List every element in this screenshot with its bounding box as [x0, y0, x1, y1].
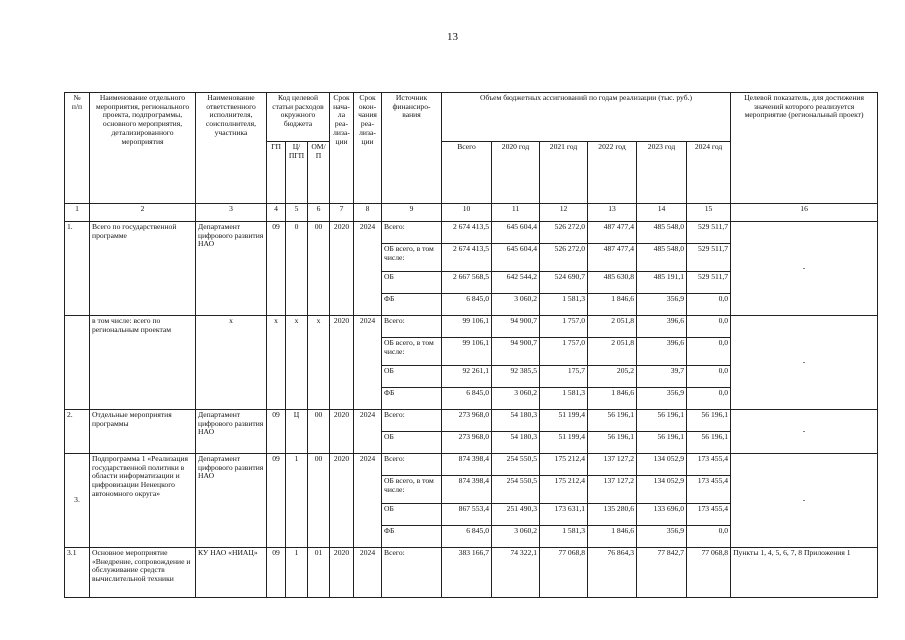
amount-total: 273 968,0 [442, 410, 492, 432]
amount-y2022: 485 630,8 [588, 272, 637, 294]
amount-y2020: 94 900,7 [492, 338, 540, 366]
amount-y2020: 54 180,3 [492, 432, 540, 454]
funding-source: Всего: [382, 410, 442, 432]
code-cpgp: 0 [286, 222, 308, 316]
amount-y2022: 76 864,3 [588, 548, 637, 598]
funding-source: ОБ [382, 366, 442, 388]
code-om: х [308, 316, 330, 410]
header-code-om: ОМ/ П [308, 142, 330, 204]
code-om: 00 [308, 410, 330, 454]
funding-source: ОБ всего, в том числе: [382, 476, 442, 504]
header-source: Источник финансиро- вания [382, 93, 442, 204]
amount-y2022: 2 051,8 [588, 316, 637, 338]
funding-source: ОБ всего, в том числе: [382, 244, 442, 272]
amount-y2020: 645 604,4 [492, 222, 540, 244]
code-cpgp: Ц [286, 410, 308, 454]
row-executor: х [196, 316, 267, 410]
amount-y2021: 1 757,0 [540, 316, 588, 338]
amount-y2021: 175,7 [540, 366, 588, 388]
amount-y2024: 0,0 [687, 526, 731, 548]
header-end: Срок окон- чания реа- лиза- ции [354, 93, 382, 204]
amount-y2022: 137 127,2 [588, 476, 637, 504]
column-number: 14 [637, 204, 687, 222]
amount-y2022: 135 280,6 [588, 504, 637, 526]
amount-y2021: 1 581,3 [540, 388, 588, 410]
column-number: 9 [382, 204, 442, 222]
row-number: 3. [65, 454, 90, 548]
funding-source: Всего: [382, 454, 442, 476]
amount-y2024: 77 068,8 [687, 548, 731, 598]
column-number: 7 [330, 204, 354, 222]
column-number: 13 [588, 204, 637, 222]
code-gp: 09 [267, 548, 286, 598]
amount-y2021: 526 272,0 [540, 244, 588, 272]
row-number: 3.1 [65, 548, 90, 598]
amount-y2022: 1 846,6 [588, 294, 637, 316]
target-indicator: - [731, 316, 878, 410]
amount-y2020: 254 550,5 [492, 476, 540, 504]
amount-total: 6 845,0 [442, 294, 492, 316]
amount-y2024: 529 511,7 [687, 222, 731, 244]
column-number: 11 [492, 204, 540, 222]
amount-y2020: 3 060,2 [492, 294, 540, 316]
end-year: 2024 [354, 222, 382, 316]
column-number: 2 [90, 204, 196, 222]
amount-y2023: 485 191,1 [637, 272, 687, 294]
amount-y2024: 56 196,1 [687, 410, 731, 432]
amount-y2023: 77 842,7 [637, 548, 687, 598]
amount-y2021: 175 212,4 [540, 454, 588, 476]
code-cpgp: х [286, 316, 308, 410]
amount-total: 99 106,1 [442, 338, 492, 366]
header-no: № п/п [65, 93, 90, 204]
amount-y2024: 0,0 [687, 294, 731, 316]
header-y2023: 2023 год [637, 142, 687, 204]
code-om: 01 [308, 548, 330, 598]
column-number: 16 [731, 204, 878, 222]
row-name: в том числе: всего по региональным проектам [90, 316, 196, 410]
target-indicator: - [731, 222, 878, 316]
row-executor: КУ НАО «НИАЦ» [196, 548, 267, 598]
amount-y2023: 396,6 [637, 316, 687, 338]
budget-table [64, 92, 878, 598]
amount-y2020: 94 900,7 [492, 316, 540, 338]
amount-y2024: 173 455,4 [687, 476, 731, 504]
row-number: 1. [65, 222, 90, 316]
amount-y2021: 524 690,7 [540, 272, 588, 294]
header-name: Наименование отдельного мероприятия, регионального проекта, подпрограммы, основного мероприятия, детализированного мероприятия [90, 93, 196, 204]
amount-y2020: 254 550,5 [492, 454, 540, 476]
code-cpgp: 1 [286, 454, 308, 548]
amount-y2023: 356,9 [637, 294, 687, 316]
start-year: 2020 [330, 410, 354, 454]
amount-y2021: 1 581,3 [540, 294, 588, 316]
code-om: 00 [308, 454, 330, 548]
row-name: Всего по государственной программе [90, 222, 196, 316]
table-row [65, 454, 878, 476]
amount-y2024: 529 511,7 [687, 272, 731, 294]
table-row [65, 548, 878, 598]
header-y2021: 2021 год [540, 142, 588, 204]
amount-y2023: 485 548,0 [637, 222, 687, 244]
end-year: 2024 [354, 454, 382, 548]
code-gp: 09 [267, 410, 286, 454]
amount-y2023: 133 696,0 [637, 504, 687, 526]
amount-y2022: 56 196,1 [588, 410, 637, 432]
amount-total: 2 674 413,5 [442, 244, 492, 272]
amount-y2020: 251 490,3 [492, 504, 540, 526]
funding-source: ОБ [382, 504, 442, 526]
amount-y2020: 3 060,2 [492, 526, 540, 548]
header-executor: Наименование ответственного исполнителя, соисполнителя, участника [196, 93, 267, 204]
column-number-row [65, 204, 878, 222]
end-year: 2024 [354, 316, 382, 410]
funding-source: Всего: [382, 548, 442, 598]
amount-y2021: 175 212,4 [540, 476, 588, 504]
amount-y2024: 0,0 [687, 316, 731, 338]
amount-y2020: 3 060,2 [492, 388, 540, 410]
amount-y2021: 51 199,4 [540, 432, 588, 454]
amount-y2022: 2 051,8 [588, 338, 637, 366]
header-y2024: 2024 год [687, 142, 731, 204]
amount-y2023: 356,9 [637, 526, 687, 548]
header-code-cpgp: Ц/ ПГП [286, 142, 308, 204]
amount-y2020: 54 180,3 [492, 410, 540, 432]
amount-y2024: 0,0 [687, 388, 731, 410]
funding-source: ФБ [382, 388, 442, 410]
target-indicator: - [731, 454, 878, 548]
code-om: 00 [308, 222, 330, 316]
amount-y2021: 1 757,0 [540, 338, 588, 366]
funding-source: ФБ [382, 294, 442, 316]
column-number: 12 [540, 204, 588, 222]
amount-y2021: 526 272,0 [540, 222, 588, 244]
row-number [65, 316, 90, 410]
column-number: 5 [286, 204, 308, 222]
column-number: 15 [687, 204, 731, 222]
amount-y2024: 529 511,7 [687, 244, 731, 272]
target-indicator: Пункты 1, 4, 5, 6, 7, 8 Приложения 1 [731, 548, 878, 598]
amount-y2024: 173 455,4 [687, 504, 731, 526]
amount-y2022: 205,2 [588, 366, 637, 388]
amount-y2022: 487 477,4 [588, 222, 637, 244]
target-indicator: - [731, 410, 878, 454]
code-gp: 09 [267, 222, 286, 316]
header-total: Всего [442, 142, 492, 204]
amount-total: 6 845,0 [442, 388, 492, 410]
column-number: 3 [196, 204, 267, 222]
row-executor: Департамент цифрового развития НАО [196, 410, 267, 454]
column-number: 4 [267, 204, 286, 222]
code-gp: 09 [267, 454, 286, 548]
amount-total: 273 968,0 [442, 432, 492, 454]
funding-source: ОБ всего, в том числе: [382, 338, 442, 366]
amount-y2024: 0,0 [687, 366, 731, 388]
page-number: 13 [447, 31, 458, 43]
amount-total: 867 553,4 [442, 504, 492, 526]
code-gp: х [267, 316, 286, 410]
amount-y2022: 487 477,4 [588, 244, 637, 272]
amount-y2024: 56 196,1 [687, 432, 731, 454]
amount-y2020: 642 544,2 [492, 272, 540, 294]
amount-y2022: 137 127,2 [588, 454, 637, 476]
start-year: 2020 [330, 548, 354, 598]
amount-y2022: 1 846,6 [588, 388, 637, 410]
column-number: 6 [308, 204, 330, 222]
amount-y2023: 485 548,0 [637, 244, 687, 272]
code-cpgp: 1 [286, 548, 308, 598]
amount-y2024: 0,0 [687, 338, 731, 366]
table-row [65, 316, 878, 338]
funding-source: ОБ [382, 432, 442, 454]
row-name: Отдельные мероприятия программы [90, 410, 196, 454]
amount-y2022: 1 846,6 [588, 526, 637, 548]
end-year: 2024 [354, 410, 382, 454]
amount-total: 6 845,0 [442, 526, 492, 548]
amount-y2023: 56 196,1 [637, 410, 687, 432]
amount-y2023: 396,6 [637, 338, 687, 366]
amount-y2023: 56 196,1 [637, 432, 687, 454]
header-target: Целевой показатель, для достижения значений которого реализуется мероприятие (региональный проект) [731, 93, 878, 204]
header-code-group: Код целевой статьи расходов окружного бюджета [267, 93, 330, 142]
start-year: 2020 [330, 454, 354, 548]
amount-y2022: 56 196,1 [588, 432, 637, 454]
amount-total: 874 398,4 [442, 454, 492, 476]
header-code-gp: ГП [267, 142, 286, 204]
header-start: Срок нача- ла реа- лиза- ции [330, 93, 354, 204]
amount-total: 383 166,7 [442, 548, 492, 598]
amount-total: 2 674 413,5 [442, 222, 492, 244]
amount-total: 874 398,4 [442, 476, 492, 504]
header-y2022: 2022 год [588, 142, 637, 204]
funding-source: Всего: [382, 222, 442, 244]
amount-y2023: 134 052,9 [637, 476, 687, 504]
amount-y2023: 134 052,9 [637, 454, 687, 476]
row-executor: Департамент цифрового развития НАО [196, 454, 267, 548]
amount-total: 92 261,1 [442, 366, 492, 388]
amount-y2024: 173 455,4 [687, 454, 731, 476]
header-budget-group: Объем бюджетных ассигнований по годам реализации (тыс. руб.) [442, 93, 731, 142]
amount-y2021: 77 068,8 [540, 548, 588, 598]
amount-y2021: 1 581,3 [540, 526, 588, 548]
amount-y2021: 173 631,1 [540, 504, 588, 526]
column-number: 10 [442, 204, 492, 222]
amount-y2020: 645 604,4 [492, 244, 540, 272]
column-number: 1 [65, 204, 90, 222]
table-row [65, 222, 878, 244]
header-y2020: 2020 год [492, 142, 540, 204]
column-number: 8 [354, 204, 382, 222]
row-executor: Департамент цифрового развития НАО [196, 222, 267, 316]
row-name: Основное мероприятие «Внедрение, сопровождение и обслуживание средств вычислительной техники [90, 548, 196, 598]
start-year: 2020 [330, 316, 354, 410]
amount-y2021: 51 199,4 [540, 410, 588, 432]
amount-y2023: 356,9 [637, 388, 687, 410]
start-year: 2020 [330, 222, 354, 316]
funding-source: ФБ [382, 526, 442, 548]
row-name: Подпрограмма 1 «Реализация государственной политики в области информатизации и цифровизации Ненецкого автономного округа» [90, 454, 196, 548]
table-row [65, 410, 878, 432]
amount-total: 2 667 568,5 [442, 272, 492, 294]
funding-source: Всего: [382, 316, 442, 338]
amount-y2023: 39,7 [637, 366, 687, 388]
amount-total: 99 106,1 [442, 316, 492, 338]
amount-y2020: 92 385,5 [492, 366, 540, 388]
end-year: 2024 [354, 548, 382, 598]
funding-source: ОБ [382, 272, 442, 294]
amount-y2020: 74 322,1 [492, 548, 540, 598]
row-number: 2. [65, 410, 90, 454]
